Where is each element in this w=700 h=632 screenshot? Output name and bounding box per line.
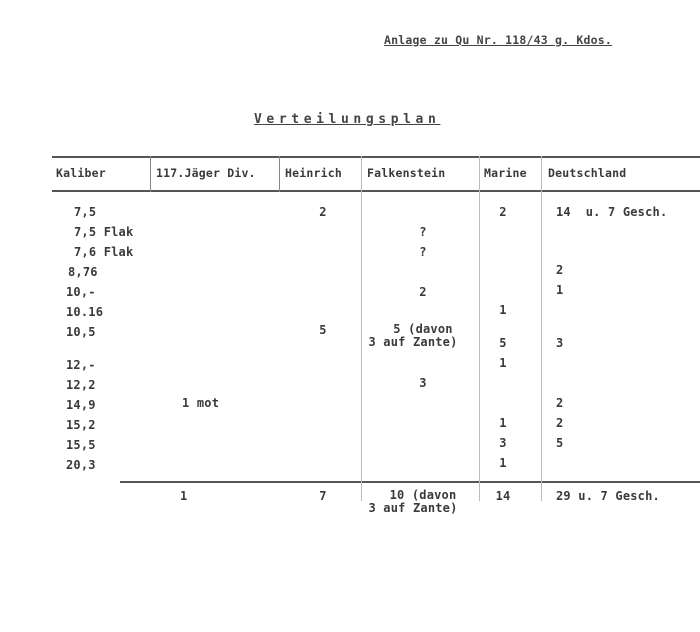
cell-kaliber: 15,2 (66, 418, 96, 432)
total-marine: 14 (495, 489, 511, 503)
cell-falkenstein: ? (419, 245, 427, 259)
table-total-rule (120, 481, 700, 483)
column-divider (150, 156, 151, 192)
header-marine: Marine (484, 166, 527, 180)
cell-heinrich: 5 (319, 323, 327, 337)
cell-heinrich: 2 (319, 205, 327, 219)
cell-kaliber: 10.16 (66, 305, 104, 319)
cell-kaliber: 7,5 Flak (74, 225, 134, 239)
cell-falkenstein-note: 3 auf Zante) (368, 335, 458, 349)
cell-kaliber: 15,5 (66, 438, 96, 452)
cell-marine: 1 (499, 416, 507, 430)
cell-deutschland: 14 u. 7 Gesch. (556, 205, 668, 219)
header-falkenstein: Falkenstein (367, 166, 446, 180)
header-heinrich: Heinrich (285, 166, 342, 180)
cell-falkenstein: ? (419, 225, 427, 239)
header-deutschland: Deutschland (548, 166, 627, 180)
cell-deutschland: 1 (556, 283, 564, 297)
total-jaeger-div: 1 (180, 489, 188, 503)
cell-falkenstein: 5 (davon (393, 322, 453, 336)
header-kaliber: Kaliber (56, 166, 106, 180)
cell-falkenstein: 3 (419, 376, 427, 390)
cell-deutschland: 5 (556, 436, 564, 450)
document-title: Verteilungsplan (254, 112, 441, 127)
column-divider (279, 156, 280, 192)
cell-marine: 5 (499, 336, 507, 350)
header-jaeger-div: 117.Jäger Div. (156, 166, 256, 180)
cell-marine: 3 (499, 436, 507, 450)
cell-kaliber: 10,- (66, 285, 96, 299)
cell-jaeger-div: 1 mot (182, 396, 220, 410)
cell-deutschland: 2 (556, 263, 564, 277)
cell-falkenstein: 2 (419, 285, 427, 299)
total-falkenstein-note: 3 auf Zante) (368, 501, 458, 515)
cell-deutschland: 3 (556, 336, 564, 350)
cell-marine: 1 (499, 303, 507, 317)
document-reference: Anlage zu Qu Nr. 118/43 g. Kdos. (384, 33, 612, 47)
cell-kaliber: 12,2 (66, 378, 96, 392)
cell-deutschland: 2 (556, 416, 564, 430)
cell-kaliber: 8,76 (68, 265, 98, 279)
total-falkenstein: 10 (davon (389, 488, 457, 502)
cell-kaliber: 14,9 (66, 398, 96, 412)
cell-kaliber: 10,5 (66, 325, 96, 339)
cell-marine: 2 (499, 205, 507, 219)
cell-deutschland: 2 (556, 396, 564, 410)
total-heinrich: 7 (319, 489, 327, 503)
cell-kaliber: 7,5 (74, 205, 97, 219)
cell-marine: 1 (499, 356, 507, 370)
cell-kaliber: 7,6 Flak (74, 245, 134, 259)
cell-kaliber: 12,- (66, 358, 96, 372)
cell-kaliber: 20,3 (66, 458, 96, 472)
total-deutschland: 29 u. 7 Gesch. (556, 489, 660, 503)
column-divider (541, 156, 542, 501)
cell-marine: 1 (499, 456, 507, 470)
